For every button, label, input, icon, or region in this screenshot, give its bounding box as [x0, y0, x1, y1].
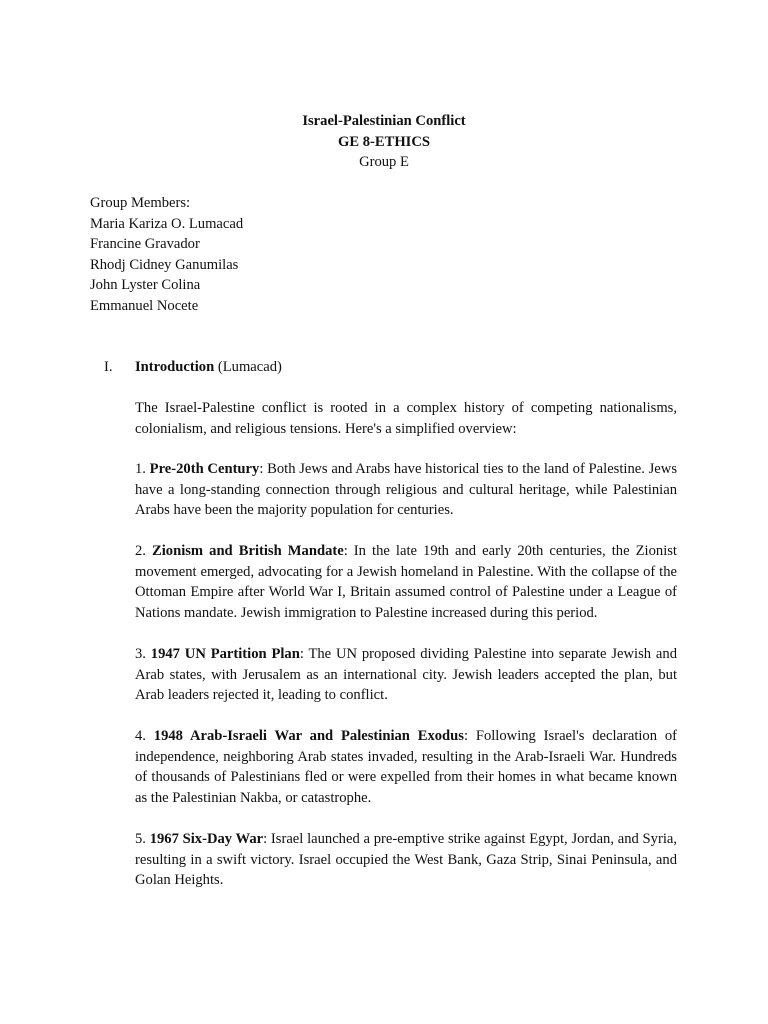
section-title: Introduction [135, 359, 215, 375]
item-number: 1. [135, 461, 150, 477]
item-text: : Following Israel's declaration of independence, neighboring Arab states invaded, resulting in the Arab-Israeli War. Hundreds of thousands of Palestinians fled or were expelled from their homes in what became known as the Palestinian Nakba, or catastrophe. [135, 728, 677, 806]
item-number: 4. [135, 728, 154, 744]
item-heading: 1967 Six-Day War [149, 831, 264, 847]
member-name: Rhodj Cidney Ganumilas [90, 256, 239, 273]
list-item [135, 644, 677, 706]
section-heading [104, 357, 684, 378]
section-number: I. [104, 359, 113, 375]
item-number: 3. [135, 646, 151, 662]
group-name: Group E [359, 154, 409, 171]
item-number: 5. [135, 831, 150, 847]
list-item [135, 726, 677, 808]
member-name: Francine Gravador [90, 236, 200, 253]
list-item [135, 829, 677, 891]
document-header [0, 111, 768, 173]
member-name: Maria Kariza O. Lumacad [90, 215, 244, 232]
intro-paragraph [135, 398, 677, 439]
item-heading: 1947 UN Partition Plan [150, 646, 300, 662]
member-name: John Lyster Colina [90, 277, 201, 294]
item-heading: Zionism and British Mandate [152, 543, 344, 559]
list-item [135, 459, 677, 521]
list-item [135, 541, 677, 623]
member-name: Emmanuel Nocete [90, 297, 199, 314]
document-title: Israel-Palestinian Conflict [302, 113, 466, 129]
group-members-label: Group Members: [90, 195, 191, 211]
item-number: 2. [135, 543, 152, 559]
item-heading: Pre-20th Century [149, 461, 260, 477]
item-text: : The UN proposed dividing Palestine into separate Jewish and Arab states, with Jerusalem as an international city. Jewish leaders accepted the plan, but Arab leaders rejected it, leading to conflict. [135, 646, 677, 704]
section-author: (Lumacad) [214, 359, 282, 375]
item-heading: 1948 Arab-Israeli War and Palestinian Exodus [153, 728, 464, 744]
group-members [90, 193, 690, 317]
course-code: GE 8-ETHICS [337, 133, 431, 150]
item-text: : Both Jews and Arabs have historical ties to the land of Palestine. Jews have a long-standing connection through religious and cultural heritage, while Palestinian Arabs have been the majority population for centuries. [135, 461, 677, 519]
item-text: : Israel launched a pre-emptive strike against Egypt, Jordan, and Syria, resulting in a swift victory. Israel occupied the West Bank, Gaza Strip, Sinai Peninsula, and Golan Heights. [135, 831, 678, 889]
item-text: : In the late 19th and early 20th centuries, the Zionist movement emerged, advocating for a Jewish homeland in Palestine. With the collapse of the Ottoman Empire after World War I, Britain assumed control of Palestine under a League of Nations mandate. Jewish immigration to Palestine increased during this period. [135, 543, 677, 621]
intro-text: The Israel-Palestine conflict is rooted in a complex history of competing nationalisms, colonialism, and religious tensions. Here's a simplified overview: [135, 400, 677, 437]
